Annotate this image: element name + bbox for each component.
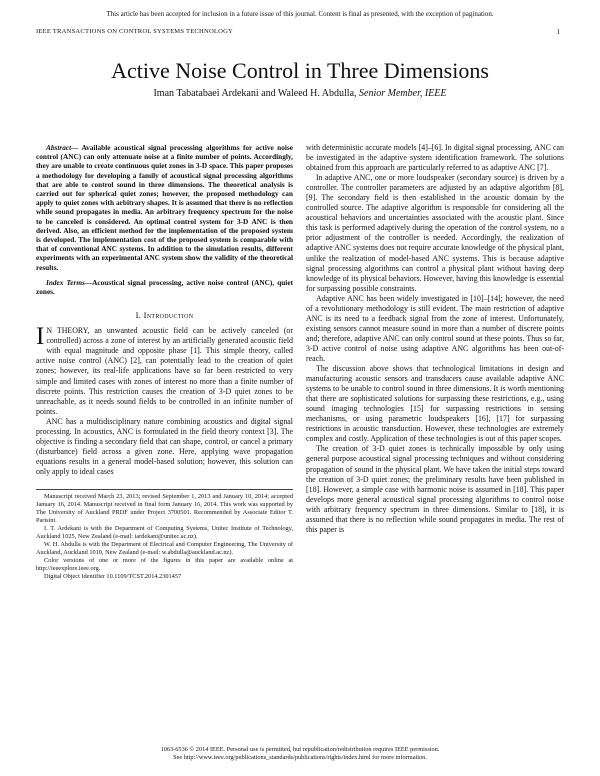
abstract-text: Available acoustical signal processing algorithms for active noise control (ANC) can only attenuate noise at a finite number of points. Accordingly, they are unable to create continuous quiet zones in 3-D space. This paper proposes a methodology for developing a family of acoustical signal processing algorithms that are able to control sound in three dimensions. The theoretical analysis is carried out for spherical quiet zones; however, the proposed methodology can apply to quiet zones with arbitrary shapes. It is assumed that there is no reflection while sound propagates in media. An arbitrary frequency spectrum for the noise to be canceled is considered. An optimal control system for 3-D ANC is then derived. Also, an efficient method for the implementation of the proposed system is developed. The implementation cost of the proposed system is comparable with that of conventional ANC systems. In addition to the simulation results, different experiments with an experimental ANC system show the validity of the theoretical results. xyxy=(36,143,293,272)
right-paragraph-1: with deterministic accurate models [4]–[6]. In digital signal processing, ANC can be investigated in the adaptive system identification framework. The solutions obtained from this approach are particularly referred to as adaptive ANC [7]. xyxy=(306,143,564,173)
section-heading xyxy=(36,310,293,320)
author-membership: Senior Member, IEEE xyxy=(359,88,447,99)
copyright-line: 1063-6536 © 2014 IEEE. Personal use is permitted, but republication/redistribution requires IEEE permission. xyxy=(160,746,440,753)
footnote-author-1: I. T. Ardekani is with the Department of Computing Systems, Unitec Institute of Technology, Auckland 1025, New Zealand (e-mail: iardekani@unitec.ac.nz). xyxy=(36,525,293,540)
right-paragraph-4: The discussion above shows that technological limitations in design and manufacturing acoustic sensors and transducers cause available adaptive ANC systems to be unable to control sound in three dimensions. It is worth mentioning that there are sophisticated solutions for surpassing these restrictions, e.g., using sound imaging technologies [15] for surpassing restrictions in sensing mechanisms, or using parametric loudspeakers [16], [17] for surpassing restrictions in acoustic transduction. However, these technologies are extremely complex and costly. Application of these technologies is out of this paper scopes. xyxy=(306,364,564,444)
right-paragraph-3: Adaptive ANC has been widely investigated in [10]–[14]; however, the need of a revolutionary methodology is still evident. The main restriction of adaptive ANC is its need to a feedback signal from the zone of interest. Unfortunately, existing sensors cannot measure sound in more than a number of discrete points and; therefore, adaptive ANC can only control sound at these points. Thus so far, 3-D active control of noise using adaptive ANC algorithms has been out-of-reach. xyxy=(306,293,564,363)
abstract-label: Abstract— xyxy=(46,143,79,152)
index-terms xyxy=(36,278,293,296)
copyright-footer xyxy=(0,746,600,763)
author-names: Iman Tabatabaei Ardekani and Waleed H. Abdulla, xyxy=(153,88,360,99)
intro-text-1: an unwanted acoustic field can be actively canceled (or controlled) across a zone of interest by an artificially generated acoustic field with equal magnitude and opposite phase [1]. This simple theory, called active noise control (ANC) [2], can potentially lead to the creation of quiet zones; however, its real-life applications have so far been restricted to very simple and limited cases with zones of interest no more than a finite number of discrete points. This restriction causes the creation of 3-D quiet zones to be unreachable, as it needs sound fields to be controlled in an infinite number of points. xyxy=(36,326,294,416)
footnote-manuscript: Manuscript received March 23, 2013; revised September 1, 2013 and January 10, 2014; accepted January 16, 2014. Manuscript received in final form January 16, 2014. This work was supported by The University of Auckland PRDF under Project 3700501. Recommended by Associate Editor T. Parisini. xyxy=(36,493,293,524)
page-number: 1 xyxy=(556,28,560,36)
index-terms-label: Index Terms— xyxy=(46,277,93,287)
rights-link-line: See http://www.ieee.org/publications_standards/publications/rights/index.html for more information. xyxy=(173,754,427,762)
section-title: Introduction xyxy=(143,310,194,321)
drop-cap: I xyxy=(36,323,45,351)
footnote-color: Color versions of one or more of the figures in this paper are available online at http://ieeexplore.ieee.org. xyxy=(36,557,293,572)
abstract xyxy=(36,143,293,272)
section-number: I. xyxy=(135,310,144,321)
intro-paragraph-2: ANC has a multidisciplinary nature combining acoustics and digital signal processing. In acoustics, ANC is formulated in the field theory context [3]. The objective is finding a secondary field that can shape, control, or cancel a primary (disturbance) field across a given zone. Here, applying wave propagation equations results in a general model-based solution; however, this solution can only apply to ideal cases xyxy=(36,416,293,476)
author-line xyxy=(0,88,600,99)
left-column xyxy=(36,143,293,581)
right-paragraph-5: The creation of 3-D quiet zones is technically impossible by only using general purpose acoustical signal processing techniques and without considering propagation of sound in the physical plant. We have taken the initial steps toward the creation of 3-D quiet zones; the preliminary results have been published in [18]. However, a simple case with harmonic noise is assumed in [18]. This paper develops more general acoustical signal processing algorithms to control noise with arbitrary frequency spectrum in three dimensions. Similar to [18], it is assumed that there is no reflection while sound propagates in media. The rest of this paper is xyxy=(306,444,564,534)
paper-title: Active Noise Control in Three Dimensions xyxy=(111,58,489,83)
footnotes xyxy=(36,489,293,581)
right-column xyxy=(306,143,564,535)
footnote-doi: Digital Object Identifier 10.1109/TCST.2014.2301457 xyxy=(44,573,182,580)
running-head: IEEE TRANSACTIONS ON CONTROL SYSTEMS TECHNOLOGY xyxy=(36,28,234,35)
right-paragraph-2: In adaptive ANC, one or more loudspeaker (secondary source) is driven by a controller. The controller parameters are adjusted by an adaptive algorithm [8], [9]. The secondary field is then established in the acoustic domain by the controlled source. The adaptive algorithm is responsible for considering all the acoustical behaviors and uncertainties associated with the acoustic plant. Since this task is performed adaptively during the operation of the control system, no a prior adjustment of the controller is needed. Accordingly, the realization of adaptive ANC systems does not require accurate knowledge of the physical plant, unlike the realization of model-based ANC systems. This is because adaptive signal processing algorithms can control a physical plant without having deep knowledge of its physical behaviors. However, having this knowledge is essential for surpassing possible constraints. xyxy=(306,173,564,293)
intro-paragraph-1 xyxy=(36,323,294,416)
index-terms-text: Acoustical signal processing, active noise control (ANC), quiet zones. xyxy=(36,277,294,297)
acceptance-notice: This article has been accepted for inclusion in a future issue of this journal. Content is final as presented, with the exception of pagination. xyxy=(106,10,494,18)
first-word: N THEORY, xyxy=(46,326,90,336)
footnote-author-2: W. H. Abdulla is with the Department of Electrical and Computer Engineering, The University of Auckland, Auckland 1010, New Zealand (e-mail: w.abdulla@auckland.ac.nz). xyxy=(36,541,293,556)
